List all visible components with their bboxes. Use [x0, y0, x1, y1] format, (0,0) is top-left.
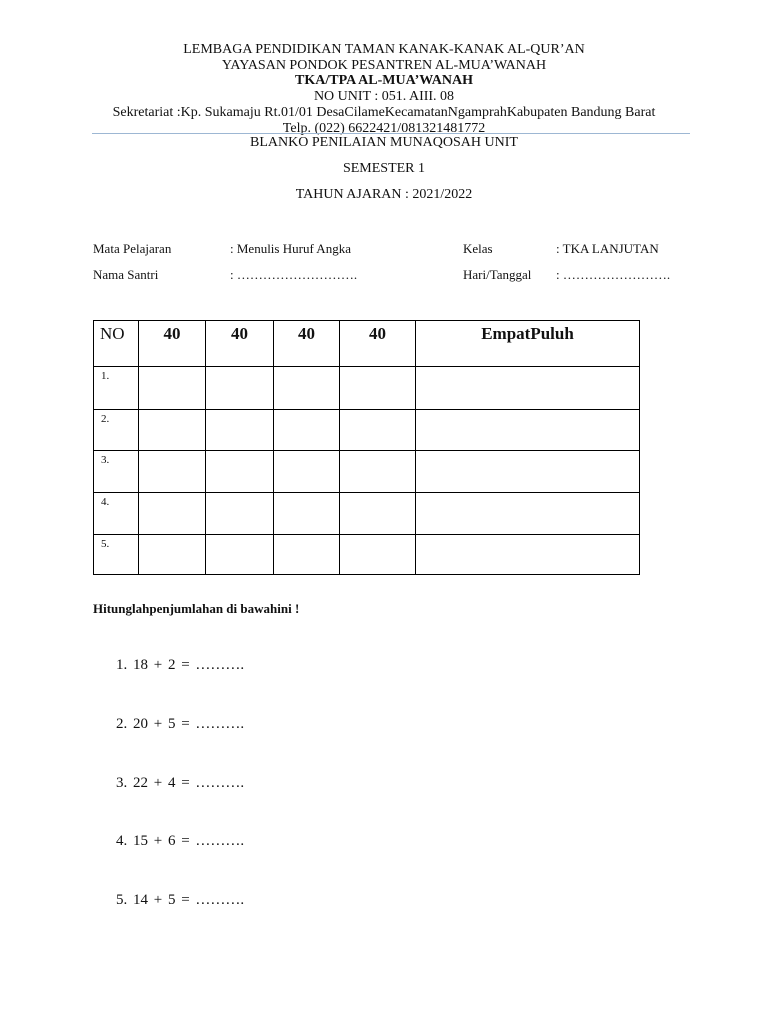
- foundation-name: YAYASAN PONDOK PESANTREN AL-MUA’WANAH: [221, 58, 547, 73]
- date-field: : …………………….: [556, 267, 671, 282]
- table-row: [94, 535, 640, 575]
- table-cell[interactable]: [206, 493, 274, 535]
- math-problem-2: 2. 20 + 5 = ……….: [116, 716, 245, 732]
- row-number: 4.: [94, 493, 139, 535]
- table-row: [94, 493, 640, 535]
- academic-year: TAHUN AJARAN : 2021/2022: [295, 187, 473, 202]
- header-no: NO: [94, 321, 139, 367]
- table-cell[interactable]: [340, 367, 416, 410]
- header-divider: [92, 133, 690, 134]
- math-problem-4: 4. 15 + 6 = ……….: [116, 833, 245, 849]
- header-score-3: 40: [274, 321, 340, 367]
- table-cell[interactable]: [139, 493, 206, 535]
- table-cell[interactable]: [139, 535, 206, 575]
- math-problem-1: 1. 18 + 2 = ……….: [116, 657, 245, 673]
- header-score-1: 40: [139, 321, 206, 367]
- row-number: 5.: [94, 535, 139, 575]
- table-cell[interactable]: [340, 451, 416, 493]
- semester-label: SEMESTER 1: [342, 161, 426, 176]
- school-name: TKA/TPA AL-MUA’WANAH: [295, 73, 473, 88]
- table-cell[interactable]: [206, 410, 274, 451]
- table-cell[interactable]: [206, 367, 274, 410]
- table-cell[interactable]: [139, 410, 206, 451]
- table-cell[interactable]: [416, 367, 640, 410]
- table-cell[interactable]: [416, 410, 640, 451]
- header-score-4: 40: [340, 321, 416, 367]
- grade-table: [93, 320, 640, 575]
- student-name-field: : ……………………….: [230, 267, 358, 282]
- table-row: [94, 367, 640, 410]
- table-row: [94, 451, 640, 493]
- date-label: Hari/Tanggal: [463, 267, 532, 282]
- table-cell[interactable]: [274, 451, 340, 493]
- institution-name: LEMBAGA PENDIDIKAN TAMAN KANAK-KANAK AL-QUR’AN: [183, 42, 585, 57]
- class-value: : TKA LANJUTAN: [556, 241, 659, 256]
- table-cell[interactable]: [206, 535, 274, 575]
- row-number: 3.: [94, 451, 139, 493]
- instruction-text: Hitunglahpenjumlahan di bawahini !: [93, 601, 300, 616]
- phone-number: Telp. (022) 6622421/081321481772: [282, 121, 486, 136]
- student-name-label: Nama Santri: [93, 267, 159, 282]
- subject-value: : Menulis Huruf Angka: [230, 241, 351, 256]
- table-row: [94, 410, 640, 451]
- math-problem-5: 5. 14 + 5 = ……….: [116, 892, 245, 908]
- table-cell[interactable]: [416, 535, 640, 575]
- table-cell[interactable]: [139, 367, 206, 410]
- table-cell[interactable]: [274, 493, 340, 535]
- header-score-2: 40: [206, 321, 274, 367]
- table-cell[interactable]: [206, 451, 274, 493]
- unit-number: NO UNIT : 051. AIII. 08: [313, 89, 455, 104]
- table-cell[interactable]: [274, 367, 340, 410]
- table-header-row: [94, 321, 640, 367]
- secretariat-address: Sekretariat :Kp. Sukamaju Rt.01/01 DesaCilameKecamatanNgamprahKabupaten Bandung Barat: [112, 105, 656, 120]
- table-cell[interactable]: [340, 535, 416, 575]
- table-cell[interactable]: [416, 493, 640, 535]
- form-title: BLANKO PENILAIAN MUNAQOSAH UNIT: [250, 135, 518, 150]
- subject-label: Mata Pelajaran: [93, 241, 172, 256]
- table-cell[interactable]: [274, 410, 340, 451]
- table-cell[interactable]: [416, 451, 640, 493]
- header-score-words: EmpatPuluh: [416, 321, 640, 367]
- table-cell[interactable]: [340, 410, 416, 451]
- class-label: Kelas: [463, 241, 493, 256]
- table-cell[interactable]: [340, 493, 416, 535]
- math-problem-3: 3. 22 + 4 = ……….: [116, 775, 245, 791]
- row-number: 2.: [94, 410, 139, 451]
- row-number: 1.: [94, 367, 139, 410]
- table-cell[interactable]: [274, 535, 340, 575]
- table-cell[interactable]: [139, 451, 206, 493]
